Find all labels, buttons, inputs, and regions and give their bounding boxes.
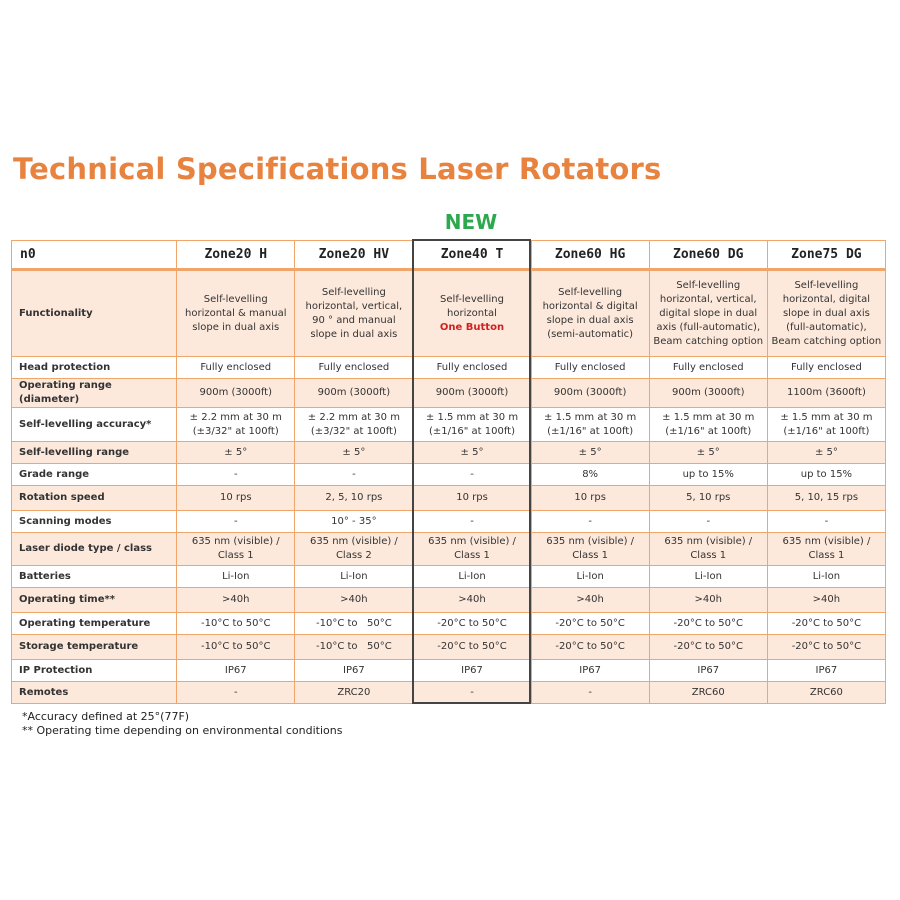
cell-text: Beam catching option bbox=[653, 335, 764, 347]
cell-text: 1100m (3600ft) bbox=[786, 387, 866, 398]
table-cell bbox=[531, 464, 649, 486]
cell-text: Beam catching option bbox=[771, 335, 882, 347]
cell-text: - bbox=[233, 468, 238, 480]
table-cell bbox=[295, 613, 413, 635]
cell-text: -20°C to 50°C bbox=[791, 617, 862, 629]
table-cell bbox=[295, 464, 413, 486]
table-cell bbox=[295, 511, 413, 533]
table-cell bbox=[649, 588, 767, 613]
cell-text: IP67 bbox=[461, 664, 483, 676]
cell-text: Li-Ion bbox=[694, 570, 722, 582]
cell-text: 5, 10, 15 rps bbox=[794, 492, 859, 503]
cell-text: ± 5° bbox=[224, 446, 248, 458]
table-row bbox=[12, 442, 886, 464]
cell-text: horizontal, digital bbox=[782, 293, 871, 305]
cell-text: Class 1 bbox=[572, 550, 609, 561]
cell-text: - bbox=[233, 686, 238, 698]
table-cell bbox=[531, 660, 649, 682]
table-cell bbox=[177, 464, 295, 486]
table-cell bbox=[295, 635, 413, 660]
table-cell bbox=[295, 682, 413, 704]
table-cell bbox=[177, 588, 295, 613]
table-cell bbox=[649, 660, 767, 682]
table-row bbox=[12, 464, 886, 486]
table-cell bbox=[531, 408, 649, 442]
cell-text: Fully enclosed bbox=[791, 361, 862, 373]
cell-text: horizontal, vertical, bbox=[659, 293, 757, 305]
cell-text: Class 1 bbox=[217, 550, 254, 561]
table-cell bbox=[767, 442, 885, 464]
cell-text: 10 rps bbox=[219, 492, 252, 503]
row-label: Head protection bbox=[12, 357, 177, 379]
cell-text: -20°C to 50°C bbox=[791, 641, 862, 652]
row-label: Self-levelling range bbox=[12, 442, 177, 464]
table-row bbox=[12, 408, 886, 442]
cell-text: (±1/16" at 100ft) bbox=[547, 425, 634, 437]
cell-text: digital slope in dual bbox=[659, 307, 758, 319]
column-header: Zone60 HG bbox=[531, 241, 649, 270]
cell-text: - bbox=[352, 468, 356, 480]
table-cell bbox=[413, 566, 531, 588]
table-cell bbox=[649, 511, 767, 533]
table-cell bbox=[649, 408, 767, 442]
table-cell bbox=[767, 511, 885, 533]
table-cell bbox=[649, 486, 767, 511]
cell-text: >40h bbox=[812, 594, 841, 605]
table-row bbox=[12, 682, 886, 704]
table-cell bbox=[531, 533, 649, 566]
cell-text: -20°C to 50°C bbox=[673, 617, 743, 629]
cell-text: Class 2 bbox=[335, 550, 372, 561]
table-cell bbox=[767, 486, 885, 511]
table-cell bbox=[531, 379, 649, 408]
cell-text: >40h bbox=[340, 594, 368, 605]
row-label: Batteries bbox=[12, 566, 177, 588]
table-cell bbox=[413, 635, 531, 660]
cell-text: horizontal bbox=[447, 307, 497, 319]
cell-text: -20°C to 50°C bbox=[673, 641, 743, 652]
cell-text: 10° - 35° bbox=[331, 515, 377, 527]
cell-text: IP67 bbox=[579, 664, 601, 676]
cell-text: IP67 bbox=[224, 664, 247, 676]
cell-text: ZRC20 bbox=[337, 686, 371, 698]
cell-text: -20°C to 50°C bbox=[437, 617, 507, 629]
cell-text: 900m (3000ft) bbox=[435, 387, 509, 398]
cell-text: - bbox=[824, 515, 829, 527]
cell-text: Self-levelling bbox=[794, 279, 859, 291]
cell-text: ± 2.2 mm at 30 m bbox=[189, 411, 282, 423]
cell-text: 635 nm (visible) / bbox=[191, 536, 280, 547]
table-cell bbox=[295, 270, 413, 357]
table-cell bbox=[177, 408, 295, 442]
row-label: Grade range bbox=[12, 464, 177, 486]
cell-text: Self-levelling bbox=[676, 279, 741, 291]
table-cell bbox=[767, 635, 885, 660]
cell-text: 900m (3000ft) bbox=[317, 387, 391, 398]
table-cell bbox=[177, 511, 295, 533]
table-cell bbox=[649, 442, 767, 464]
cell-text: (full-automatic), bbox=[786, 321, 867, 333]
table-row bbox=[12, 613, 886, 635]
table-row bbox=[12, 379, 886, 408]
row-label: Operating temperature bbox=[12, 613, 177, 635]
column-header: Zone40 T bbox=[413, 241, 531, 270]
table-cell bbox=[767, 270, 885, 357]
table-cell bbox=[649, 464, 767, 486]
row-label: Rotation speed bbox=[12, 486, 177, 511]
cell-text: ± 5° bbox=[578, 446, 602, 458]
cell-text: ± 2.2 mm at 30 m bbox=[307, 411, 400, 423]
cell-text: 900m (3000ft) bbox=[671, 387, 745, 398]
table-cell bbox=[177, 533, 295, 566]
cell-text: 5, 10 rps bbox=[686, 492, 731, 503]
cell-text: Class 1 bbox=[690, 550, 727, 561]
table-cell bbox=[767, 613, 885, 635]
cell-text: slope in dual axis bbox=[546, 314, 634, 326]
cell-text: (±1/16" at 100ft) bbox=[429, 425, 515, 437]
spec-table-body bbox=[12, 270, 886, 704]
cell-text: 635 nm (visible) / bbox=[546, 536, 635, 547]
table-cell bbox=[177, 635, 295, 660]
cell-text: Fully enclosed bbox=[672, 361, 744, 373]
table-cell bbox=[413, 486, 531, 511]
cell-text: 10 rps bbox=[456, 492, 488, 503]
cell-text: - bbox=[588, 515, 592, 527]
table-cell bbox=[767, 379, 885, 408]
cell-text: 8% bbox=[582, 468, 599, 480]
cell-text: Self-levelling bbox=[440, 293, 504, 305]
cell-text: (±3/32" at 100ft) bbox=[310, 425, 397, 437]
spec-table bbox=[11, 240, 886, 704]
table-cell bbox=[413, 357, 531, 379]
row-label: Functionality bbox=[12, 270, 177, 357]
table-cell bbox=[295, 486, 413, 511]
table-row bbox=[12, 511, 886, 533]
cell-text: Li-Ion bbox=[458, 570, 486, 582]
table-cell bbox=[295, 588, 413, 613]
cell-text: 635 nm (visible) / bbox=[664, 536, 753, 547]
cell-text: Li-Ion bbox=[576, 570, 604, 582]
cell-text: >40h bbox=[458, 594, 486, 605]
cell-text: horizontal & digital bbox=[542, 300, 638, 312]
table-cell bbox=[177, 486, 295, 511]
table-cell bbox=[531, 442, 649, 464]
footnote: *Accuracy defined at 25°(77F) bbox=[22, 710, 190, 723]
table-cell bbox=[649, 635, 767, 660]
row-label: Laser diode type / class bbox=[12, 533, 177, 566]
cell-text: 10 rps bbox=[574, 492, 606, 503]
cell-text: Li-Ion bbox=[340, 570, 368, 582]
cell-text: ± 1.5 mm at 30 m bbox=[425, 411, 519, 423]
cell-text: Self-levelling bbox=[558, 286, 623, 298]
table-row bbox=[12, 533, 886, 566]
cell-text: (±3/32" at 100ft) bbox=[192, 425, 279, 437]
cell-text: (semi-automatic) bbox=[547, 328, 634, 340]
footnote: ** Operating time depending on environmental conditions bbox=[22, 724, 343, 737]
new-badge: NEW bbox=[444, 210, 498, 234]
table-cell bbox=[531, 357, 649, 379]
cell-text: Self-levelling bbox=[203, 293, 268, 305]
table-cell bbox=[413, 511, 531, 533]
cell-text: IP67 bbox=[815, 664, 838, 676]
table-cell bbox=[413, 464, 531, 486]
cell-text: (±1/16" at 100ft) bbox=[665, 425, 752, 437]
table-cell bbox=[413, 270, 531, 357]
table-cell bbox=[767, 408, 885, 442]
cell-text: IP67 bbox=[697, 664, 720, 676]
cell-text: ZRC60 bbox=[691, 686, 725, 698]
cell-text: ± 5° bbox=[814, 446, 838, 458]
cell-text: - bbox=[588, 686, 592, 698]
row-label: Storage temperature bbox=[12, 635, 177, 660]
table-cell bbox=[295, 379, 413, 408]
table-row bbox=[12, 635, 886, 660]
cell-text: 900m (3000ft) bbox=[199, 387, 273, 398]
table-cell bbox=[649, 379, 767, 408]
table-cell bbox=[177, 682, 295, 704]
cell-text: 900m (3000ft) bbox=[553, 387, 627, 398]
cell-text: ± 5° bbox=[696, 446, 720, 458]
cell-text: slope in dual axis bbox=[192, 321, 280, 333]
cell-text: -10°C to 50°C bbox=[201, 641, 271, 652]
column-header: Zone60 DG bbox=[649, 241, 767, 270]
cell-text: Self-levelling bbox=[321, 286, 386, 298]
table-cell bbox=[295, 357, 413, 379]
column-header: Zone20 H bbox=[177, 241, 295, 270]
cell-text: ± 1.5 mm at 30 m bbox=[780, 411, 873, 423]
cell-text: slope in dual axis bbox=[782, 307, 870, 319]
table-cell bbox=[413, 682, 531, 704]
table-cell bbox=[413, 442, 531, 464]
table-cell bbox=[649, 682, 767, 704]
cell-text: >40h bbox=[694, 594, 722, 605]
cell-text: ± 1.5 mm at 30 m bbox=[544, 411, 637, 423]
table-cell bbox=[177, 270, 295, 357]
page-title: Technical Specifications Laser Rotators bbox=[13, 152, 662, 186]
cell-text: >40h bbox=[576, 594, 604, 605]
table-cell bbox=[767, 533, 885, 566]
table-cell bbox=[531, 613, 649, 635]
table-cell bbox=[767, 464, 885, 486]
cell-text: - bbox=[470, 515, 474, 527]
table-cell bbox=[649, 357, 767, 379]
table-cell bbox=[413, 533, 531, 566]
table-cell bbox=[767, 660, 885, 682]
cell-text: up to 15% bbox=[800, 468, 853, 480]
column-header: Zone75 DG bbox=[767, 241, 885, 270]
table-cell bbox=[531, 588, 649, 613]
cell-text: -20°C to 50°C bbox=[437, 641, 507, 652]
cell-text: slope in dual axis bbox=[310, 328, 398, 340]
row-label: IP Protection bbox=[12, 660, 177, 682]
table-cell bbox=[649, 270, 767, 357]
row-label: Operating time** bbox=[12, 588, 177, 613]
table-cell bbox=[649, 566, 767, 588]
cell-text: Fully enclosed bbox=[554, 361, 626, 373]
cell-text: -10°C to 50°C bbox=[315, 617, 392, 629]
cell-text: Fully enclosed bbox=[318, 361, 390, 373]
cell-text: ± 5° bbox=[460, 446, 484, 458]
cell-text: - bbox=[706, 515, 711, 527]
table-cell bbox=[177, 442, 295, 464]
table-row bbox=[12, 270, 886, 357]
table-cell bbox=[767, 588, 885, 613]
table-cell bbox=[413, 660, 531, 682]
table-cell bbox=[295, 408, 413, 442]
cell-text: up to 15% bbox=[682, 468, 734, 480]
table-cell bbox=[767, 566, 885, 588]
column-header: Zone20 HV bbox=[295, 241, 413, 270]
table-cell bbox=[413, 379, 531, 408]
cell-text: Class 1 bbox=[808, 550, 845, 561]
cell-text: >40h bbox=[222, 594, 250, 605]
table-row bbox=[12, 357, 886, 379]
corner-cell: n0 bbox=[12, 241, 177, 270]
cell-text: 635 nm (visible) / bbox=[309, 536, 398, 547]
cell-text: - bbox=[470, 686, 474, 698]
cell-text: IP67 bbox=[343, 664, 365, 676]
row-label: Scanning modes bbox=[12, 511, 177, 533]
cell-text: 635 nm (visible) / bbox=[428, 536, 516, 547]
cell-text: - bbox=[233, 515, 238, 527]
cell-text: 2, 5, 10 rps bbox=[325, 492, 383, 503]
table-cell bbox=[177, 613, 295, 635]
cell-text: -10°C to 50°C bbox=[201, 617, 271, 629]
cell-text: Fully enclosed bbox=[436, 361, 508, 373]
cell-text: Class 1 bbox=[454, 550, 490, 561]
row-label: Self-levelling accuracy* bbox=[12, 408, 177, 442]
table-cell bbox=[413, 408, 531, 442]
table-row bbox=[12, 566, 886, 588]
cell-text: horizontal & manual bbox=[185, 307, 287, 319]
table-cell bbox=[531, 486, 649, 511]
table-cell bbox=[177, 566, 295, 588]
one-button-label: One Button bbox=[439, 321, 505, 333]
row-label: Operating range (diameter) bbox=[12, 379, 177, 408]
cell-text: -20°C to 50°C bbox=[555, 641, 625, 652]
cell-text: 90 ° and manual bbox=[312, 314, 396, 326]
cell-text: (±1/16" at 100ft) bbox=[783, 425, 870, 437]
table-cell bbox=[531, 511, 649, 533]
table-cell bbox=[767, 357, 885, 379]
table-cell bbox=[649, 533, 767, 566]
cell-text: -10°C to 50°C bbox=[315, 641, 392, 652]
cell-text: ± 5° bbox=[342, 446, 366, 458]
table-cell bbox=[531, 566, 649, 588]
table-cell bbox=[295, 660, 413, 682]
table-cell bbox=[531, 635, 649, 660]
row-label: Remotes bbox=[12, 682, 177, 704]
cell-text: 635 nm (visible) / bbox=[782, 536, 871, 547]
table-cell bbox=[531, 270, 649, 357]
table-cell bbox=[295, 442, 413, 464]
table-cell bbox=[177, 379, 295, 408]
table-cell bbox=[413, 613, 531, 635]
table-cell bbox=[177, 357, 295, 379]
cell-text: ± 1.5 mm at 30 m bbox=[662, 411, 755, 423]
table-cell bbox=[767, 682, 885, 704]
table-row bbox=[12, 486, 886, 511]
cell-text: - bbox=[470, 468, 474, 480]
table-cell bbox=[177, 660, 295, 682]
cell-text: Li-Ion bbox=[812, 570, 841, 582]
cell-text: -20°C to 50°C bbox=[555, 617, 625, 629]
table-row bbox=[12, 660, 886, 682]
cell-text: Fully enclosed bbox=[200, 361, 272, 373]
cell-text: horizontal, vertical, bbox=[305, 300, 403, 312]
cell-text: Li-Ion bbox=[222, 570, 250, 582]
table-row bbox=[12, 588, 886, 613]
cell-text: axis (full-automatic), bbox=[656, 321, 761, 333]
table-cell bbox=[295, 566, 413, 588]
table-cell bbox=[295, 533, 413, 566]
cell-text: ZRC60 bbox=[809, 686, 843, 698]
table-header-row bbox=[12, 241, 886, 270]
footnotes bbox=[22, 710, 342, 738]
table-cell bbox=[649, 613, 767, 635]
table-cell bbox=[413, 588, 531, 613]
table-cell bbox=[531, 682, 649, 704]
